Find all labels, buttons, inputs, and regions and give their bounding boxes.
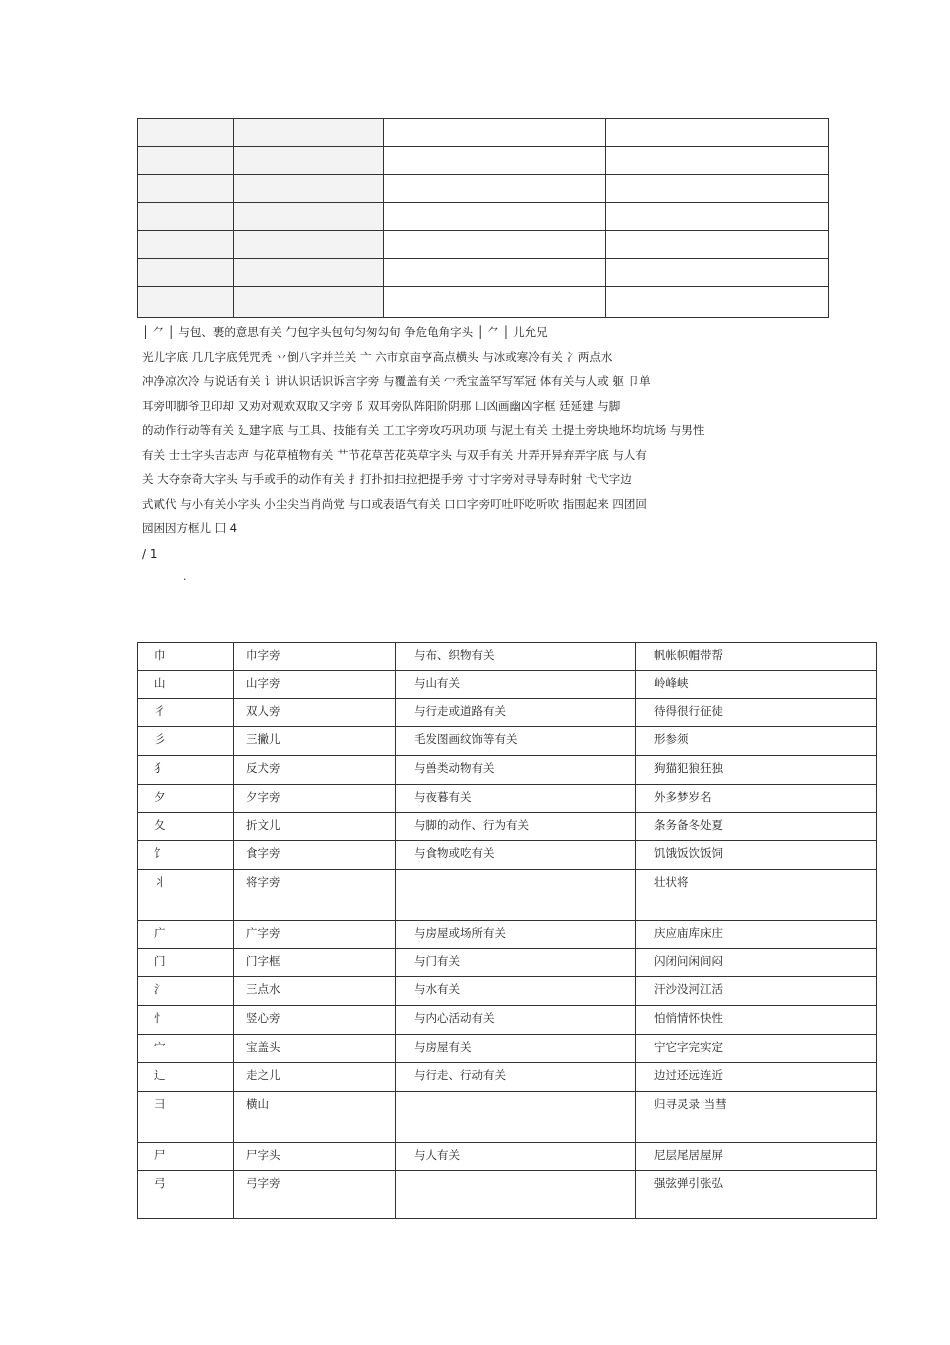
radical-name-cell: 山字旁 xyxy=(234,671,396,699)
meaning-cell xyxy=(396,1092,636,1143)
empty-cell xyxy=(138,203,234,231)
radical-cell: 犭 xyxy=(138,756,234,785)
examples-cell: 尼层尾居屋屏 xyxy=(636,1143,877,1171)
empty-cell xyxy=(234,287,384,318)
empty-cell xyxy=(384,147,606,175)
examples-cell: 待得很行征徒 xyxy=(636,699,877,727)
meaning-cell: 与内心活动有关 xyxy=(396,1006,636,1035)
table-row xyxy=(138,1092,877,1143)
radical-name-cell: 尸字头 xyxy=(234,1143,396,1171)
radical-cell: 彡 xyxy=(138,727,234,756)
meaning-cell: 与人有关 xyxy=(396,1143,636,1171)
meaning-cell: 与布、织物有关 xyxy=(396,643,636,671)
meaning-cell: 与行走、行动有关 xyxy=(396,1063,636,1092)
empty-row xyxy=(138,119,829,147)
table-row xyxy=(138,727,877,756)
empty-cell xyxy=(234,175,384,203)
radical-cell: 山 xyxy=(138,671,234,699)
table-row xyxy=(138,1143,877,1171)
table-row xyxy=(138,699,877,727)
radical-cell: 巾 xyxy=(138,643,234,671)
empty-cell xyxy=(606,119,829,147)
radical-cell: 门 xyxy=(138,949,234,977)
empty-cell xyxy=(606,147,829,175)
text-line: 有关 士士字头吉志声 与花草植物有关 艹节花草苦花英草字头 与双手有关 廾弄开异弃弄字底 与人有 xyxy=(142,447,647,462)
table-row xyxy=(138,1063,877,1092)
meaning-cell xyxy=(396,870,636,921)
examples-cell: 汗沙没河江活 xyxy=(636,977,877,1006)
radical-cell: 辶 xyxy=(138,1063,234,1092)
radical-cell: 氵 xyxy=(138,977,234,1006)
empty-cell xyxy=(384,119,606,147)
radical-cell: 忄 xyxy=(138,1006,234,1035)
radical-name-cell: 宝盖头 xyxy=(234,1035,396,1063)
empty-cell xyxy=(384,287,606,318)
empty-cell xyxy=(606,259,829,287)
empty-cell xyxy=(606,231,829,259)
radical-name-cell: 弓字旁 xyxy=(234,1171,396,1219)
examples-cell: 庆应庙库床庄 xyxy=(636,921,877,949)
radical-cell: 饣 xyxy=(138,841,234,870)
empty-row xyxy=(138,203,829,231)
meaning-cell: 与水有关 xyxy=(396,977,636,1006)
empty-cell xyxy=(138,119,234,147)
radical-name-cell: 三点水 xyxy=(234,977,396,1006)
text-line: 光儿字底 几几字底凭咒秃 丷倒八字并兰关 亠 六市京亩亨高点横头 与冰或寒冷有关 冫两点水 xyxy=(142,349,613,364)
text-line: │ ⺈ │ 与包、裹的意思有关 勹包字头包句匀匆勾旬 争危龟角字头 │ ⺈ │ 儿允兄 xyxy=(142,325,548,339)
examples-cell: 狗猫犯狼狂独 xyxy=(636,756,877,785)
dot-mark: . xyxy=(183,570,187,583)
radical-name-cell: 双人旁 xyxy=(234,699,396,727)
radical-name-cell: 横山 xyxy=(234,1092,396,1143)
text-line: 关 大夺奈奇大字头 与手或手的动作有关 扌打扑扣扫拉把提手旁 寸寸字旁对寻导寿时射 弋弋字边 xyxy=(142,472,632,486)
empty-row xyxy=(138,259,829,287)
text-line: 耳旁叩脚爷卫印却 又劝对观欢双取又字旁 阝双耳旁队阵阳阶阴那 凵凶画幽凶字框 廷延建 与脚 xyxy=(142,398,621,413)
examples-cell: 岭峰峡 xyxy=(636,671,877,699)
meaning-cell: 与房屋有关 xyxy=(396,1035,636,1063)
radical-name-cell: 巾字旁 xyxy=(234,643,396,671)
table-row xyxy=(138,921,877,949)
examples-cell: 饥饿饭饮饭饲 xyxy=(636,841,877,870)
examples-cell: 强弦弹引张弘 xyxy=(636,1171,877,1219)
empty-top-table xyxy=(137,118,829,318)
empty-cell xyxy=(138,259,234,287)
table-row xyxy=(138,643,877,671)
radical-text-block xyxy=(142,320,812,541)
empty-cell xyxy=(234,119,384,147)
radical-name-cell: 食字旁 xyxy=(234,841,396,870)
radical-name-cell: 将字旁 xyxy=(234,870,396,921)
radical-table xyxy=(137,642,877,1219)
meaning-cell: 与行走或道路有关 xyxy=(396,699,636,727)
empty-cell xyxy=(384,203,606,231)
radical-cell: 尸 xyxy=(138,1143,234,1171)
meaning-cell: 毛发图画纹饰等有关 xyxy=(396,727,636,756)
meaning-cell xyxy=(396,1171,636,1219)
radical-cell: 夂 xyxy=(138,813,234,841)
meaning-cell: 与脚的动作、行为有关 xyxy=(396,813,636,841)
empty-cell xyxy=(606,175,829,203)
text-line: 式貳代 与小有关小字头 小尘尖当肖尚党 与口或表语气有关 口口字旁叮吐吓吃听吹 指围起来 四团回 xyxy=(142,496,647,511)
text-line: 园困因方框儿 囗 4 xyxy=(142,521,238,535)
empty-cell xyxy=(138,287,234,318)
empty-cell xyxy=(234,259,384,287)
examples-cell: 边过还远连近 xyxy=(636,1063,877,1092)
page-number: / 1 xyxy=(142,547,158,561)
empty-cell xyxy=(384,259,606,287)
empty-cell xyxy=(384,175,606,203)
text-line: 的动作行动等有关 廴建字底 与工具、技能有关 工工字旁攻巧巩功项 与泥土有关 土提土旁块地坏均坑场 与男性 xyxy=(142,423,705,437)
empty-cell xyxy=(606,287,829,318)
radical-cell: 广 xyxy=(138,921,234,949)
table-row xyxy=(138,949,877,977)
empty-cell xyxy=(234,231,384,259)
radical-cell: 夕 xyxy=(138,785,234,813)
empty-row xyxy=(138,147,829,175)
empty-row xyxy=(138,231,829,259)
table-row xyxy=(138,977,877,1006)
examples-cell: 壮状将 xyxy=(636,870,877,921)
radical-name-cell: 广字旁 xyxy=(234,921,396,949)
empty-cell xyxy=(606,203,829,231)
radical-name-cell: 夕字旁 xyxy=(234,785,396,813)
examples-cell: 宁它字完实定 xyxy=(636,1035,877,1063)
radical-cell: 丬 xyxy=(138,870,234,921)
meaning-cell: 与房屋或场所有关 xyxy=(396,921,636,949)
table-row xyxy=(138,1006,877,1035)
empty-cell xyxy=(138,175,234,203)
examples-cell: 帆帐帜帽带帮 xyxy=(636,643,877,671)
text-line: 冲净凉次冷 与说话有关 讠讲认识话识诉言字旁 与覆盖有关 冖秃宝盖罕写军冠 体有关与人或 躯 卩单 xyxy=(142,374,651,388)
radical-name-cell: 折文儿 xyxy=(234,813,396,841)
radical-name-cell: 门字框 xyxy=(234,949,396,977)
empty-row xyxy=(138,287,829,318)
table-row xyxy=(138,870,877,921)
examples-cell: 闪闭问闲间闷 xyxy=(636,949,877,977)
table-row xyxy=(138,1035,877,1063)
radical-cell: 宀 xyxy=(138,1035,234,1063)
table-row xyxy=(138,756,877,785)
examples-cell: 形参须 xyxy=(636,727,877,756)
radical-cell: 彐 xyxy=(138,1092,234,1143)
radical-name-cell: 竖心旁 xyxy=(234,1006,396,1035)
empty-row xyxy=(138,175,829,203)
meaning-cell: 与食物或吃有关 xyxy=(396,841,636,870)
empty-cell xyxy=(234,203,384,231)
table-row xyxy=(138,1171,877,1219)
examples-cell: 怕悄情怀快性 xyxy=(636,1006,877,1035)
meaning-cell: 与门有关 xyxy=(396,949,636,977)
empty-cell xyxy=(138,147,234,175)
table-row xyxy=(138,813,877,841)
examples-cell: 条务备冬处夏 xyxy=(636,813,877,841)
radical-name-cell: 走之儿 xyxy=(234,1063,396,1092)
radical-cell: 弓 xyxy=(138,1171,234,1219)
radical-cell: 彳 xyxy=(138,699,234,727)
examples-cell: 归寻灵录 当彗 xyxy=(636,1092,877,1143)
empty-cell xyxy=(234,147,384,175)
radical-name-cell: 三撇儿 xyxy=(234,727,396,756)
meaning-cell: 与山有关 xyxy=(396,671,636,699)
empty-cell xyxy=(384,231,606,259)
table-row xyxy=(138,671,877,699)
meaning-cell: 与兽类动物有关 xyxy=(396,756,636,785)
table-row xyxy=(138,785,877,813)
meaning-cell: 与夜暮有关 xyxy=(396,785,636,813)
empty-cell xyxy=(138,231,234,259)
examples-cell: 外多梦岁名 xyxy=(636,785,877,813)
radical-name-cell: 反犬旁 xyxy=(234,756,396,785)
table-row xyxy=(138,841,877,870)
